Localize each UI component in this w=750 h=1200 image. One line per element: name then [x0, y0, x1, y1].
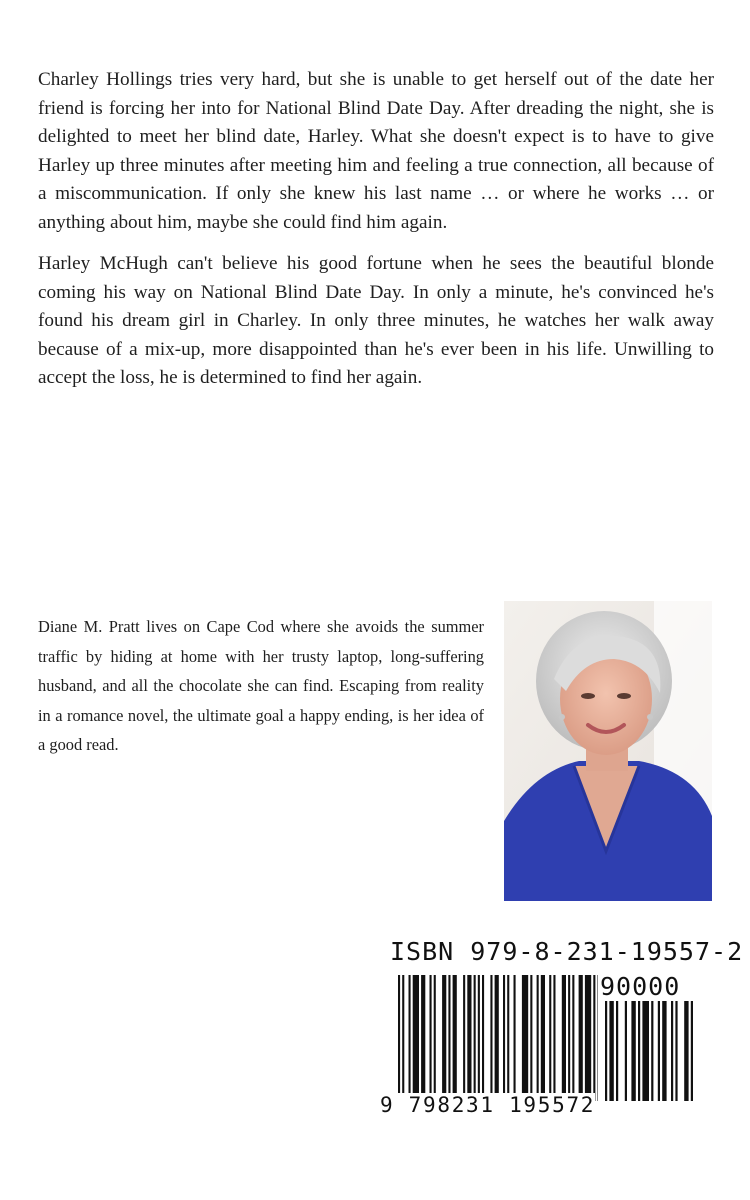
- blurb-paragraph-2: Harley McHugh can't believe his good fortune when he sees the beautiful blonde coming his way on National Blind Date Day. In only a minute, he's convinced he's found his dream girl in Charley. In only three minutes, he watches her walk away because of a mix-up, more disappointed than he's ever been in his life. Unwilling to accept the loss, he is determined to find her again.: [38, 253, 714, 388]
- barcode-digits: 9 798231 195572: [380, 1093, 596, 1117]
- author-bio: [38, 612, 484, 760]
- addon-barcode-bars: [605, 1001, 713, 1101]
- isbn-label: ISBN 979-8-231-19557-2: [390, 937, 744, 966]
- price-code: 90000: [600, 972, 681, 1001]
- blurb-paragraph-1: Charley Hollings tries very hard, but she is unable to get herself out of the date her friend is forcing her into for National Blind Date Day. After dreading the night, she is delighted to meet her blind date, Harley. What she doesn't expect is to have to give Harley up three minutes after meeting him and feeling a true connection, all because of a miscommunication. If only she knew his last name … or where he works … or anything about him, maybe she could find him again.: [38, 69, 714, 233]
- ean-barcode-bars: [398, 975, 598, 1101]
- back-cover-blurb: [38, 66, 714, 406]
- author-bio-text: Diane M. Pratt lives on Cape Cod where she avoids the summer traffic by hiding at home with her trusty laptop, long-suffering husband, and all the chocolate she can find. Escaping from reality in a romance novel, the ultimate goal a happy ending, is her idea of a good read.: [38, 617, 484, 755]
- isbn-barcode: [380, 937, 744, 1162]
- author-photo: [504, 601, 712, 901]
